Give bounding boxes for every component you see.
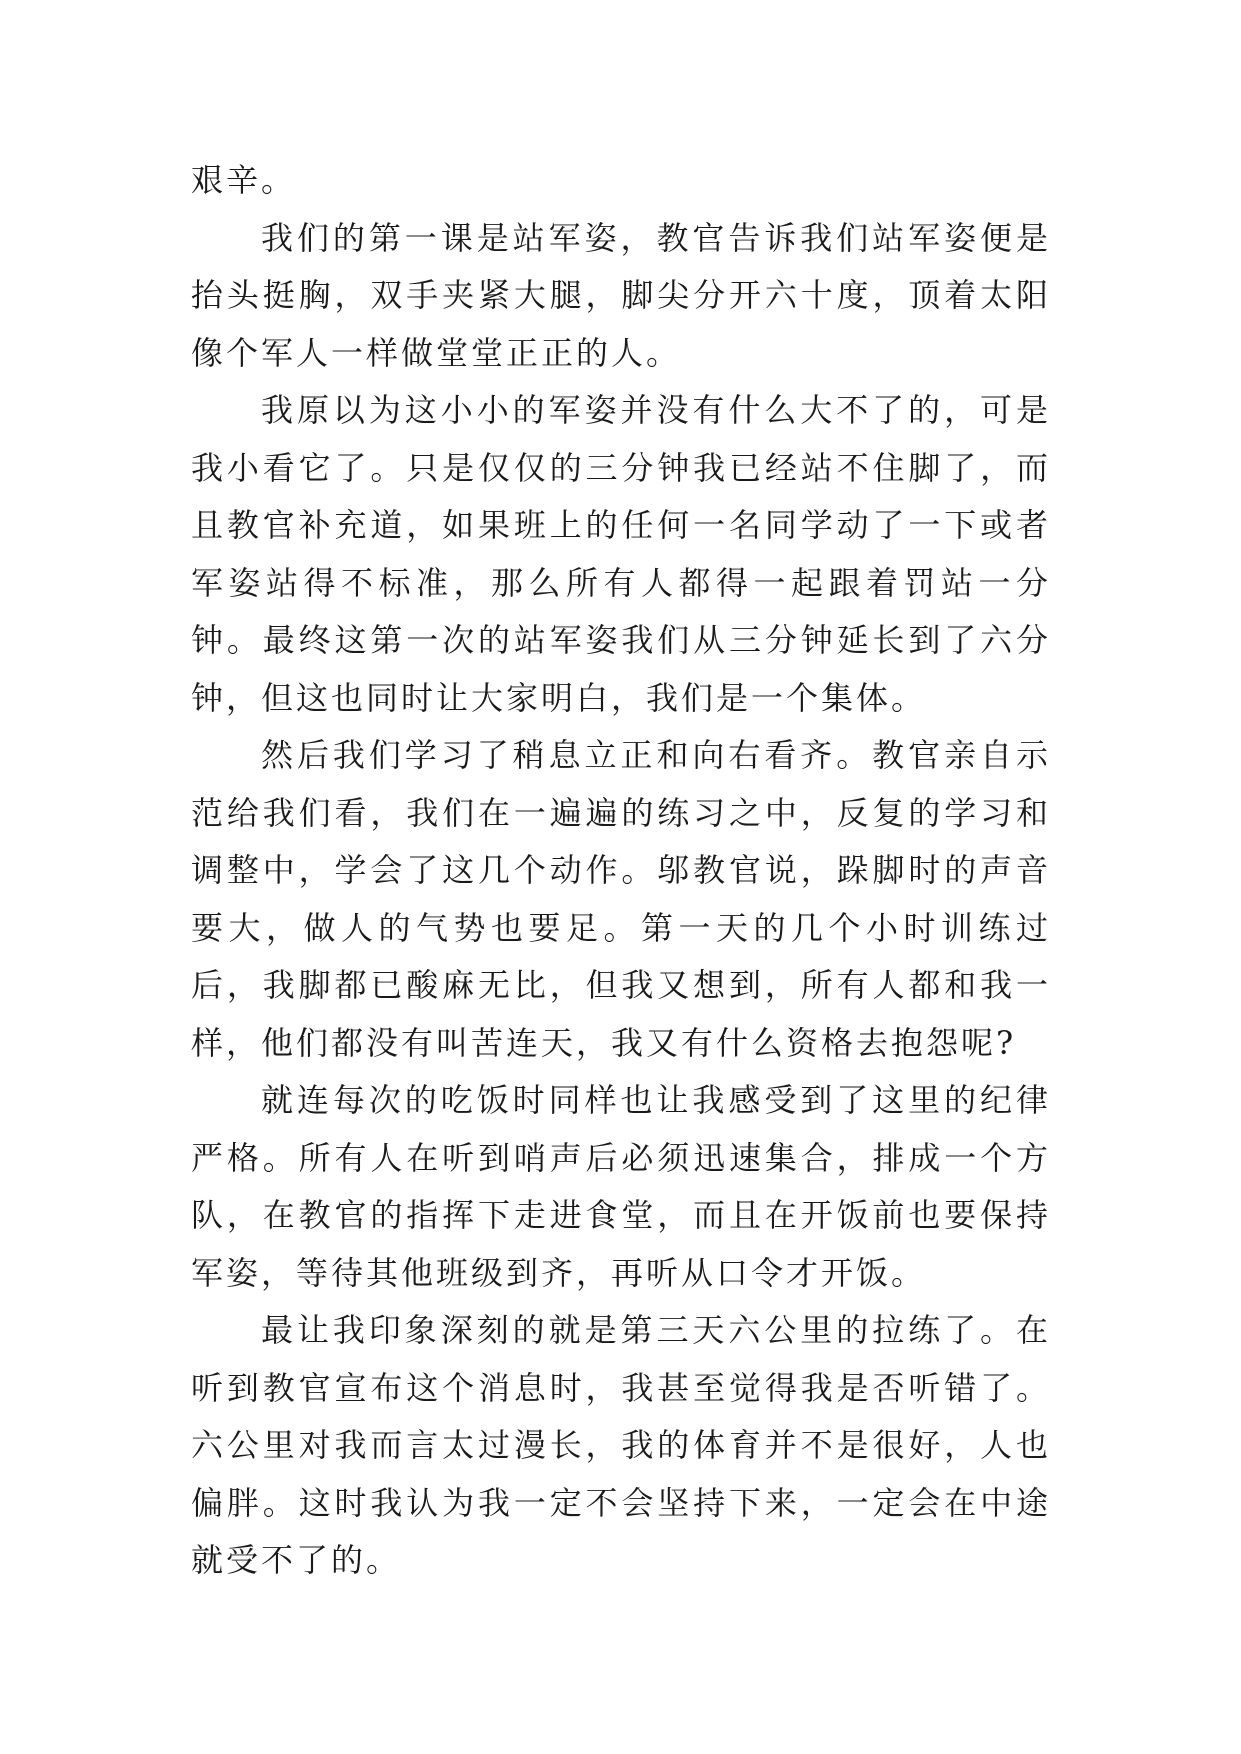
paragraph-6: 最让我印象深刻的就是第三天六公里的拉练了。在听到教官宣布这个消息时，我甚至觉得我是否听错了。六公里对我而言太过漫长，我的体育并不是很好，人也偏胖。这时我认为我一定不会坚持下来，一定会在中途就受不了的。 [191, 1311, 1051, 1579]
paragraph-4: 然后我们学习了稍息立正和向右看齐。教官亲自示范给我们看，我们在一遍遍的练习之中，反复的学习和调整中，学会了这几个动作。邬教官说，跺脚时的声音要大，做人的气势也要足。第一天的几个小时训练过后，我脚都已酸麻无比，但我又想到，所有人都和我一样，他们都没有叫苦连天，我又有什么资格去抱怨呢? [191, 736, 1051, 1062]
document-body [191, 152, 1051, 1590]
paragraph-2: 我们的第一课是站军姿，教官告诉我们站军姿便是抬头挺胸，双手夹紧大腿，脚尖分开六十度，顶着太阳像个军人一样做堂堂正正的人。 [191, 218, 1051, 372]
paragraph-3: 我原以为这小小的军姿并没有什么大不了的，可是我小看它了。只是仅仅的三分钟我已经站不住脚了，而且教官补充道，如果班上的任何一名同学动了一下或者军姿站得不标准，那么所有人都得一起跟着罚站一分钟。最终这第一次的站军姿我们从三分钟延长到了六分钟，但这也同时让大家明白，我们是一个集体。 [191, 391, 1051, 717]
paragraph-1: 艰辛。 [191, 161, 297, 199]
paragraph-5: 就连每次的吃饭时同样也让我感受到了这里的纪律严格。所有人在听到哨声后必须迅速集合，排成一个方队，在教官的指挥下走进食堂，而且在开饭前也要保持军姿，等待其他班级到齐，再听从口令才开饭。 [191, 1081, 1051, 1292]
